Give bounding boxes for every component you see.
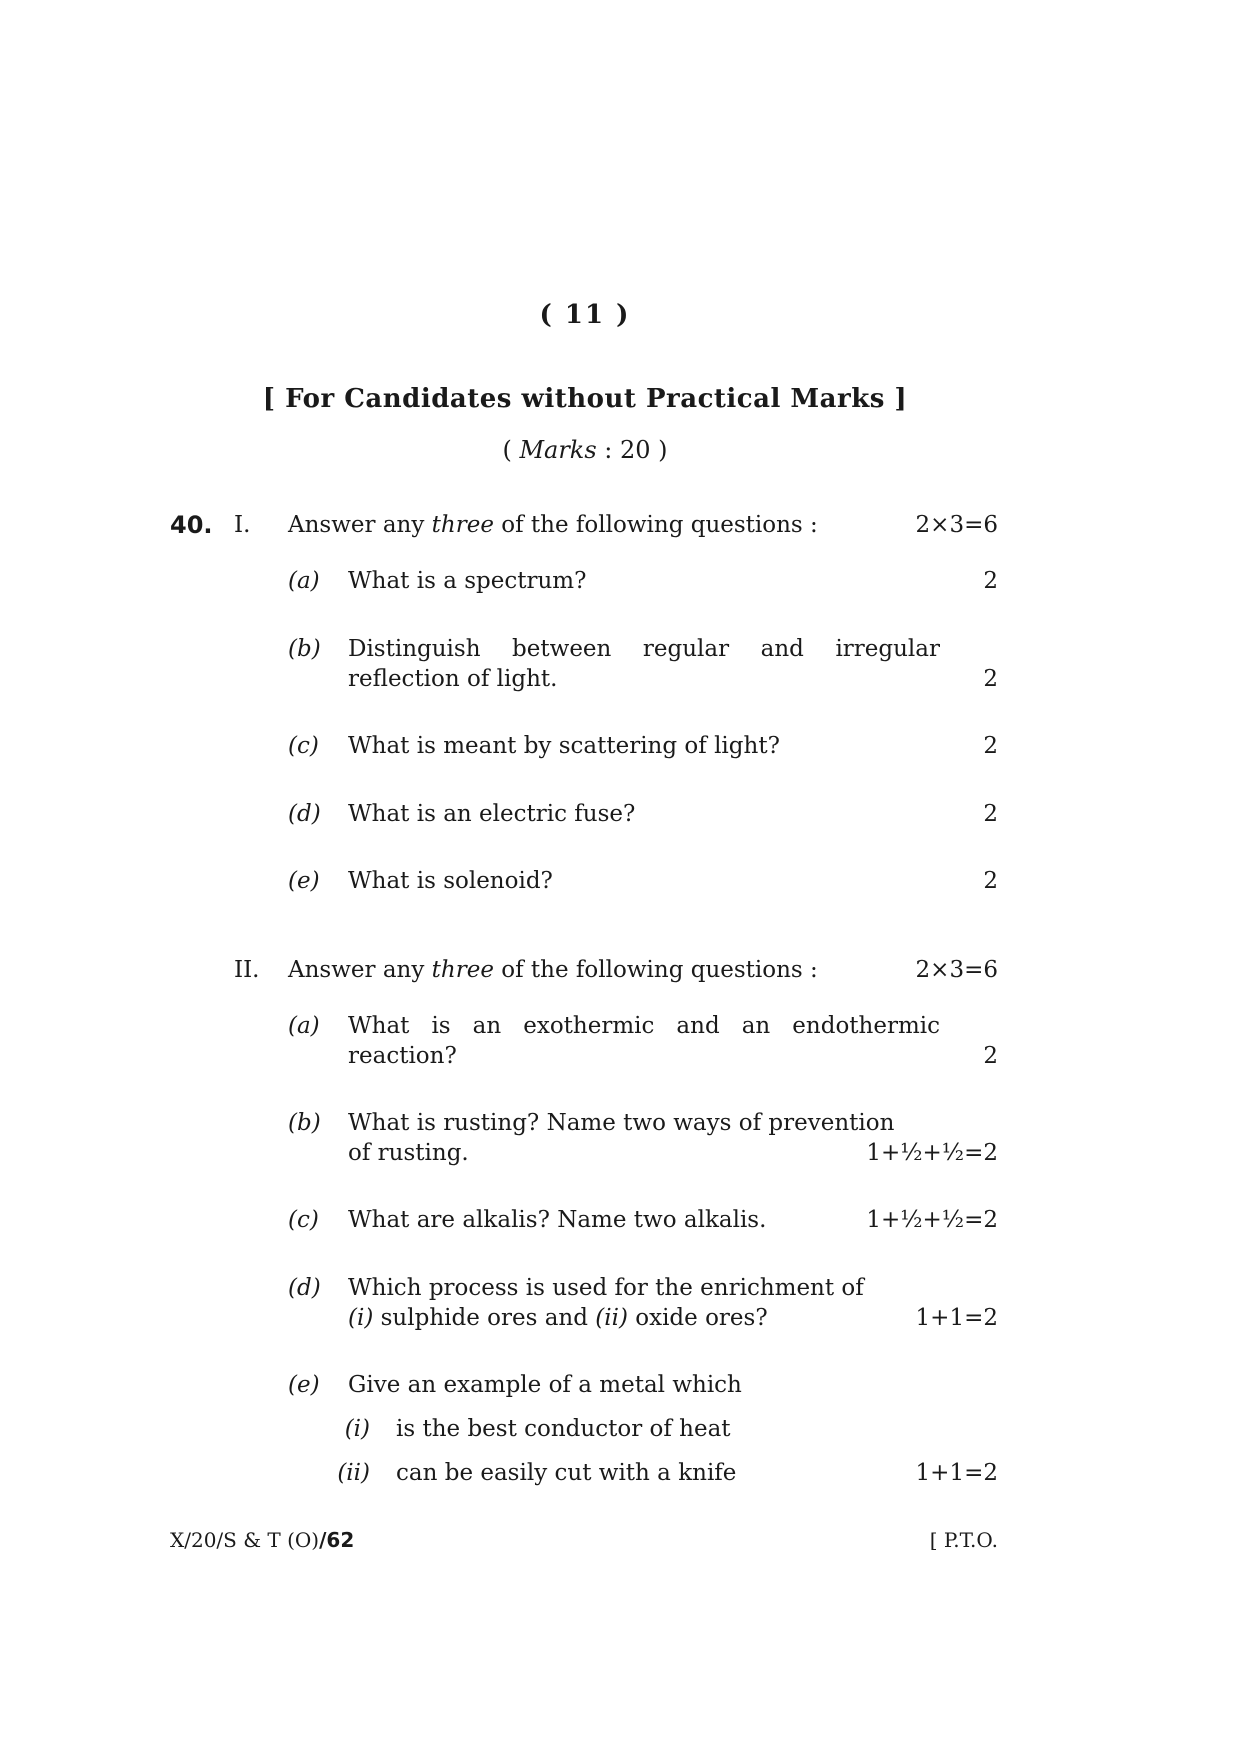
p2-e-sub-ii-text: can be easily cut with a knife: [396, 1460, 737, 1486]
p2-d-text2: [348, 1303, 768, 1333]
question-number: 40.: [170, 511, 213, 539]
marks-label: Marks: [519, 436, 597, 464]
part2-label: II.: [234, 957, 260, 983]
p2-b-text2: of rusting.: [348, 1140, 469, 1166]
part1-label: I.: [234, 512, 251, 538]
p2-b-text1: What is rusting? Name two ways of prevention: [348, 1110, 895, 1136]
part1-instruction-em: three: [431, 512, 494, 538]
part1-instruction-post: of the following questions :: [493, 512, 818, 538]
footer-pto: [ P.T.O.: [929, 1528, 998, 1552]
p1-a-text: What is a spectrum?: [348, 568, 587, 594]
part1-marks: 2×3=6: [915, 512, 998, 538]
p2-c-text: What are alkalis? Name two alkalis.: [348, 1207, 767, 1233]
p2-d-label: (d): [288, 1275, 321, 1301]
p2-b-marks: 1+½+½=2: [866, 1140, 998, 1166]
p1-b-text1: Distinguish between regular and irregular: [348, 636, 940, 662]
p2-a-marks: 2: [983, 1043, 998, 1069]
p1-b-marks: 2: [983, 666, 998, 692]
p2-d-a: sulphide ores and: [373, 1305, 596, 1331]
p2-b-label: (b): [288, 1110, 321, 1136]
p2-d-b: oxide ores?: [627, 1305, 768, 1331]
p1-c-label: (c): [288, 733, 319, 759]
p1-c-text: What is meant by scattering of light?: [348, 733, 780, 759]
p2-a-text2: reaction?: [348, 1043, 457, 1069]
p1-a-marks: 2: [983, 568, 998, 594]
part2-instruction-em: three: [431, 957, 494, 983]
p2-a-text1: What is an exothermic and an endothermic: [348, 1013, 940, 1039]
p2-c-label: (c): [288, 1207, 319, 1233]
part1-instruction-pre: Answer any: [288, 512, 432, 538]
p2-e-marks: 1+1=2: [915, 1460, 998, 1486]
p1-e-marks: 2: [983, 868, 998, 894]
p1-e-label: (e): [288, 868, 320, 894]
p2-c-marks: 1+½+½=2: [866, 1207, 998, 1233]
marks-value: : 20 ): [596, 436, 668, 464]
p2-e-sub-i-text: is the best conductor of heat: [396, 1416, 731, 1442]
marks-open: (: [502, 436, 520, 464]
p1-d-marks: 2: [983, 801, 998, 827]
p2-e-text: Give an example of a metal which: [348, 1372, 742, 1398]
p2-e-sub-ii-label: (ii): [337, 1460, 370, 1486]
p1-c-marks: 2: [983, 733, 998, 759]
part1-instruction: [288, 510, 818, 540]
p2-d-text1: Which process is used for the enrichment of: [348, 1275, 864, 1301]
part2-marks: 2×3=6: [915, 957, 998, 983]
p2-d-i: (i): [348, 1305, 374, 1331]
p1-a-label: (a): [288, 568, 320, 594]
part2-instruction-pre: Answer any: [288, 957, 432, 983]
page-number: ( 11 ): [539, 300, 631, 330]
p2-e-label: (e): [288, 1372, 320, 1398]
p1-e-text: What is solenoid?: [348, 868, 553, 894]
p2-a-label: (a): [288, 1013, 320, 1039]
marks-line: [0, 436, 1170, 464]
part2-instruction-post: of the following questions :: [493, 957, 818, 983]
footer-code-bold: /62: [319, 1528, 355, 1552]
p1-d-text: What is an electric fuse?: [348, 801, 636, 827]
p1-b-label: (b): [288, 636, 321, 662]
p2-e-sub-i-label: (i): [344, 1416, 370, 1442]
p1-b-text2: reflection of light.: [348, 666, 558, 692]
p2-d-ii: (ii): [595, 1305, 628, 1331]
part2-instruction: [288, 955, 818, 985]
p1-d-label: (d): [288, 801, 321, 827]
footer-code: [170, 1528, 354, 1552]
section-heading: [ For Candidates without Practical Marks ]: [262, 384, 908, 414]
footer-code-text: X/20/S & T (O): [170, 1528, 320, 1552]
p2-d-marks: 1+1=2: [915, 1305, 998, 1331]
